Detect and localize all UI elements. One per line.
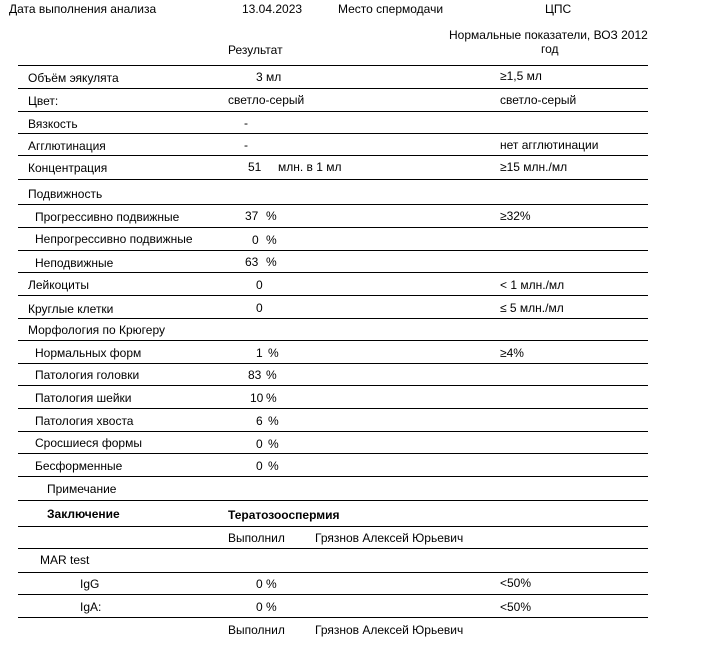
row-label: Лейкоциты [28, 278, 90, 292]
divider [18, 318, 648, 319]
row-result-unit: % [268, 414, 279, 428]
date-value: 13.04.2023 [242, 2, 303, 16]
row-result-value: 63 [245, 255, 259, 269]
row-result-unit: % [268, 437, 279, 451]
row-result: светло-серый [228, 93, 305, 107]
divider [18, 363, 648, 364]
row-label: Патология хвоста [35, 414, 134, 428]
divider [18, 295, 648, 296]
performed-label: Выполнил [228, 531, 285, 545]
date-label: Дата выполнения анализа [9, 2, 157, 16]
result-heading: Результат [228, 43, 283, 57]
section-heading: Подвижность [28, 187, 103, 201]
note-label: Примечание [47, 482, 117, 496]
norm-heading: Нормальные показатели, ВОЗ 2012 [449, 28, 648, 42]
row-result-value: 10 [250, 391, 264, 405]
divider [18, 385, 648, 386]
performed-name: Грязнов Алексей Юрьевич [315, 531, 464, 545]
row-result-value: 51 [248, 160, 262, 174]
divider [18, 340, 648, 341]
divider [18, 155, 648, 156]
row-result-unit: % [266, 368, 277, 382]
row-result-unit: % [268, 346, 279, 360]
row-result-unit: % [268, 459, 279, 473]
row-norm: светло-серый [500, 93, 577, 107]
row-label: Концентрация [28, 161, 108, 175]
row-result-value: 37 [245, 209, 259, 223]
row-norm: ≥15 млн./мл [500, 160, 568, 174]
row-norm: < 1 млн./мл [500, 278, 565, 292]
conclusion-value: Тератозооспермия [228, 508, 340, 522]
row-label: Патология шейки [35, 391, 132, 405]
divider [18, 227, 648, 228]
row-label: Нормальных форм [35, 346, 142, 360]
row-norm: ≤ 5 млн./мл [500, 301, 564, 315]
performed-name: Грязнов Алексей Юрьевич [315, 623, 464, 637]
row-norm: ≥32% [500, 209, 531, 223]
place-label: Место спермодачи [338, 2, 444, 16]
divider [18, 250, 648, 251]
divider [18, 431, 648, 432]
mar-row-result: 0 % [256, 600, 277, 614]
divider [18, 476, 648, 477]
divider [18, 111, 648, 112]
row-result: 0 [256, 278, 263, 292]
row-label: Неподвижные [35, 256, 114, 270]
mar-row-norm: <50% [500, 576, 532, 590]
divider [18, 548, 648, 549]
row-result: 3 мл [256, 70, 282, 84]
mar-title: MAR test [40, 553, 90, 567]
mar-row-result: 0 % [256, 577, 277, 591]
row-result-unit: % [266, 255, 277, 269]
row-label: Агглютинация [28, 139, 106, 153]
divider [18, 204, 648, 205]
divider [18, 133, 648, 134]
row-norm: ≥4% [500, 346, 524, 360]
row-label: Цвет: [28, 94, 59, 108]
divider [18, 572, 648, 573]
row-result-value: 0 [256, 437, 263, 451]
conclusion-label: Заключение [47, 507, 120, 521]
performed-label: Выполнил [228, 623, 285, 637]
row-label: Патология головки [35, 368, 140, 382]
divider [18, 594, 648, 595]
section-heading: Морфология по Крюгеру [28, 323, 165, 337]
row-result: - [244, 116, 248, 130]
divider [18, 65, 648, 66]
mar-row-label: IgG [80, 577, 100, 591]
row-result-value: 0 [252, 233, 259, 247]
row-label: Сросшиеся формы [35, 436, 142, 450]
divider [18, 272, 648, 273]
row-result-unit: % [266, 209, 277, 223]
row-result: 0 [256, 301, 263, 315]
norm-heading-year: год [541, 42, 559, 56]
row-result-unit: % [266, 233, 277, 247]
divider [18, 500, 648, 501]
divider [18, 617, 648, 618]
row-label: Прогрессивно подвижные [35, 210, 180, 224]
mar-row-norm: <50% [500, 600, 532, 614]
divider [18, 88, 648, 89]
row-label: Вязкость [28, 117, 78, 131]
place-value: ЦПС [545, 2, 572, 16]
mar-row-label: IgA: [80, 600, 102, 614]
row-result-unit: млн. в 1 мл [278, 160, 342, 174]
row-norm: нет агглютинации [500, 138, 599, 152]
row-result-value: 6 [256, 414, 263, 428]
row-label: Круглые клетки [28, 302, 114, 316]
divider [18, 453, 648, 454]
row-norm: ≥1,5 мл [500, 69, 542, 83]
row-label: Объём эякулята [28, 71, 119, 85]
row-result: - [244, 138, 248, 152]
row-result-value: 83 [248, 368, 262, 382]
divider [18, 526, 648, 527]
divider [18, 408, 648, 409]
row-result-unit: % [266, 391, 277, 405]
row-result-value: 1 [256, 346, 263, 360]
row-label: Бесформенные [35, 459, 123, 473]
row-label: Непрогрессивно подвижные [35, 232, 193, 246]
row-result-value: 0 [256, 459, 263, 473]
divider [18, 179, 648, 180]
